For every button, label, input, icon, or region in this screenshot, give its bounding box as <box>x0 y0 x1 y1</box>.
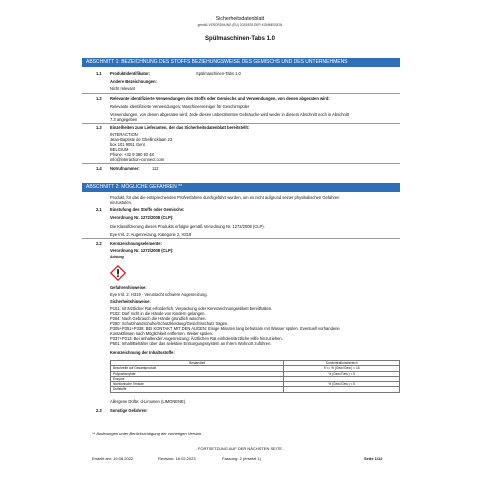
document-title: Sicherheitsdatenblatt <box>215 16 265 22</box>
supplier-line: INTERACTION <box>110 132 138 137</box>
table-cell: Beschreibt auf Gesamtprodukt <box>111 366 284 371</box>
precaution-line: P337+P313: Bei anhaltender Augenreizung: Ärztlichen Rat einholen/ärztliche Hilfe hinzuziehen. <box>110 336 283 341</box>
column-header: Konzentrationsbereich <box>284 361 400 366</box>
table-cell: % (Gew./Gew.) < 5 <box>284 382 400 387</box>
divider <box>82 238 400 239</box>
precaution-line: P280: Schutzhandschuhe/Schutzkleidung/Gesichtsschutz tragen. <box>110 321 229 326</box>
created-date: Erstellt am: 19.08.2022 <box>92 456 134 461</box>
divider <box>82 123 400 124</box>
uses-advised-line-2: 7.3 angegeben <box>110 117 138 122</box>
allergens-text: Allergene Düfte: d-Limonen (LIMONENE). <box>110 399 187 404</box>
supplier-heading: Einzelheiten zum Lieferanten, der das Sicherheitsdatenblatt bereitstellt: <box>110 125 250 130</box>
ingredients-label: Kennzeichnung der Inhaltsstoffe: <box>110 350 175 355</box>
signal-word: Achtung <box>110 255 124 259</box>
regulation-reference: gemäß VERORDNUNG (EU) 2020/878 DER KOMMISSION <box>197 23 283 27</box>
supplier-line: BELGIUM <box>110 147 129 152</box>
uses-identified: Relevante identifizierte Verwendungen: Maschinenreiniger für Geschirrspüler <box>110 104 250 109</box>
page-number: Seite 1/12 <box>364 456 383 461</box>
column-header: Bestandteil <box>111 361 284 366</box>
divider <box>82 93 400 94</box>
section-number: 2.3 <box>96 408 102 413</box>
table-cell: 5 <= % (Gew./Gew.) < 15 <box>284 366 400 371</box>
section-number: 1.1 <box>96 71 102 76</box>
supplier-line: Phone: +32 9 380 92 48 <box>110 152 154 157</box>
ingredients-table <box>110 360 400 393</box>
table-cell: Enzyme <box>111 376 284 381</box>
revision-note: ** Änderungen unter Berücksichtigung der vorherigen Version <box>92 431 202 436</box>
other-names-label: Andere Bezeichnungen: <box>110 79 157 84</box>
divider <box>82 163 400 164</box>
table-cell: Nichtionische Tenside <box>111 382 284 387</box>
supplier-line: box 101 9051 Gent <box>110 142 145 147</box>
section-1-heading: ABSCHNITT 1: BEZEICHNUNG DES STOFFS BEZIEHUNGSWEISE DES GEMISCHS UND DES UNTERNEHMENS <box>82 58 400 67</box>
product-title: Spülmaschinen-Tabs 1.0 <box>205 36 275 42</box>
emergency-number-value: 112 <box>152 166 159 171</box>
other-hazards-label: Sonstige Gefahren: <box>110 408 148 413</box>
section-2-heading: ABSCHNITT 2: MÖGLICHE GEFAHREN ** <box>82 183 400 192</box>
eye-irritation-class: Eye Irrit. 2: Augenreizung, Kategorie 2, H319 <box>110 232 192 237</box>
emergency-number-label: Notrufnummer: <box>110 166 140 171</box>
revision-date: Revision: 16.02.2023 <box>158 456 196 461</box>
uses-advised-line-1: Verwendungen, von denen abgeraten wird: Jede diesen unbestimmten Gebräuche wird weder in diesem Abschnitt noch in Abschnitt <box>110 112 349 117</box>
hazard-statements-label: Gefahrenhinweise: <box>110 285 147 290</box>
continued-note: - FORTSETZUNG AUF DER NÄCHSTEN SEITE - <box>195 446 285 451</box>
section-number: 1.4 <box>96 166 102 171</box>
intro-line-1: Produkt, für das die entsprechenden Prüfverfahren durchgeführt wurden, um es nicht aufgrund seiner physikalischen Gefahren <box>110 195 340 200</box>
clp-text: Die Klassifizierung dieses Produkts erfolgte gemäß Verordnung Nr. 1272/2008 (CLP). <box>110 224 265 229</box>
table-cell <box>284 387 400 392</box>
table-row <box>111 387 400 392</box>
precaution-line: P102: Darf nicht in die Hände von Kindern gelangen. <box>110 311 206 316</box>
clp-label: Verordnung Nr. 1272/2008 (CLP): <box>110 248 174 253</box>
precaution-line: P305+P351+P338: BEI KONTAKT MIT DEN AUGEN: Einige Minuten lang behutsam mit Wasser spülen. Eventuell vorhandene <box>110 326 340 331</box>
precaution-line: P101: Ist ärztlicher Rat erforderlich, Verpackung oder Kennzeichnungsetikett bereithalten. <box>110 306 273 311</box>
precaution-line: P264: Nach Gebrauch die Hände gründlich waschen. <box>110 316 207 321</box>
clp-label: Verordnung Nr. 1272/2008 (CLP): <box>110 215 174 220</box>
hazard-statement: Eye Irrit. 2: H319 - Verursacht schwere Augenreizung. <box>110 292 208 297</box>
exclamation-hazard-icon <box>110 265 126 281</box>
section-number: 1.3 <box>96 125 102 130</box>
uses-heading: Relevante identifizierte Verwendungen des Stoffs oder Gemischs und Verwendungen, von denen abgeraten wird: <box>110 96 330 101</box>
precaution-line: P501: Inhalt/Behälter über das selektive Entsorgungssystem an Ihrem Wohnort zuführen. <box>110 341 272 346</box>
section-number: 2.1 <box>96 207 102 212</box>
precaution-line: Kontaktlinsen nach Möglichkeit entfernen. Weiter spülen. <box>110 331 214 336</box>
section-number: 1.2 <box>96 96 102 101</box>
classification-heading: Einstufung des Stoffs oder Gemischs: <box>110 207 185 212</box>
intro-line-2: einzustufen. <box>110 200 133 205</box>
supplier-line: info@interaction-connect.com <box>110 157 165 162</box>
other-names-value: Nicht relevant <box>110 86 136 91</box>
product-identifier-label: Produktidentifikator: <box>110 71 151 76</box>
table-cell: Polycarboxylate <box>111 371 284 376</box>
precautionary-statements-label: Sicherheitshinweise: <box>110 299 151 304</box>
product-identifier-value: Spülmaschinen-Tabs 1.0 <box>196 71 241 76</box>
version-info: Fassung: 2 (ersetzt 1) <box>222 456 261 461</box>
label-elements-heading: Kennzeichnungselemente: <box>110 241 162 246</box>
supplier-line: Jean-Baptiste de Ghellincklaan 23 <box>110 137 173 142</box>
table-cell: Duftstoffe <box>111 387 284 392</box>
table-cell: % (Gew./Gew.) < 5 <box>284 371 400 376</box>
section-number: 2.2 <box>96 241 102 246</box>
